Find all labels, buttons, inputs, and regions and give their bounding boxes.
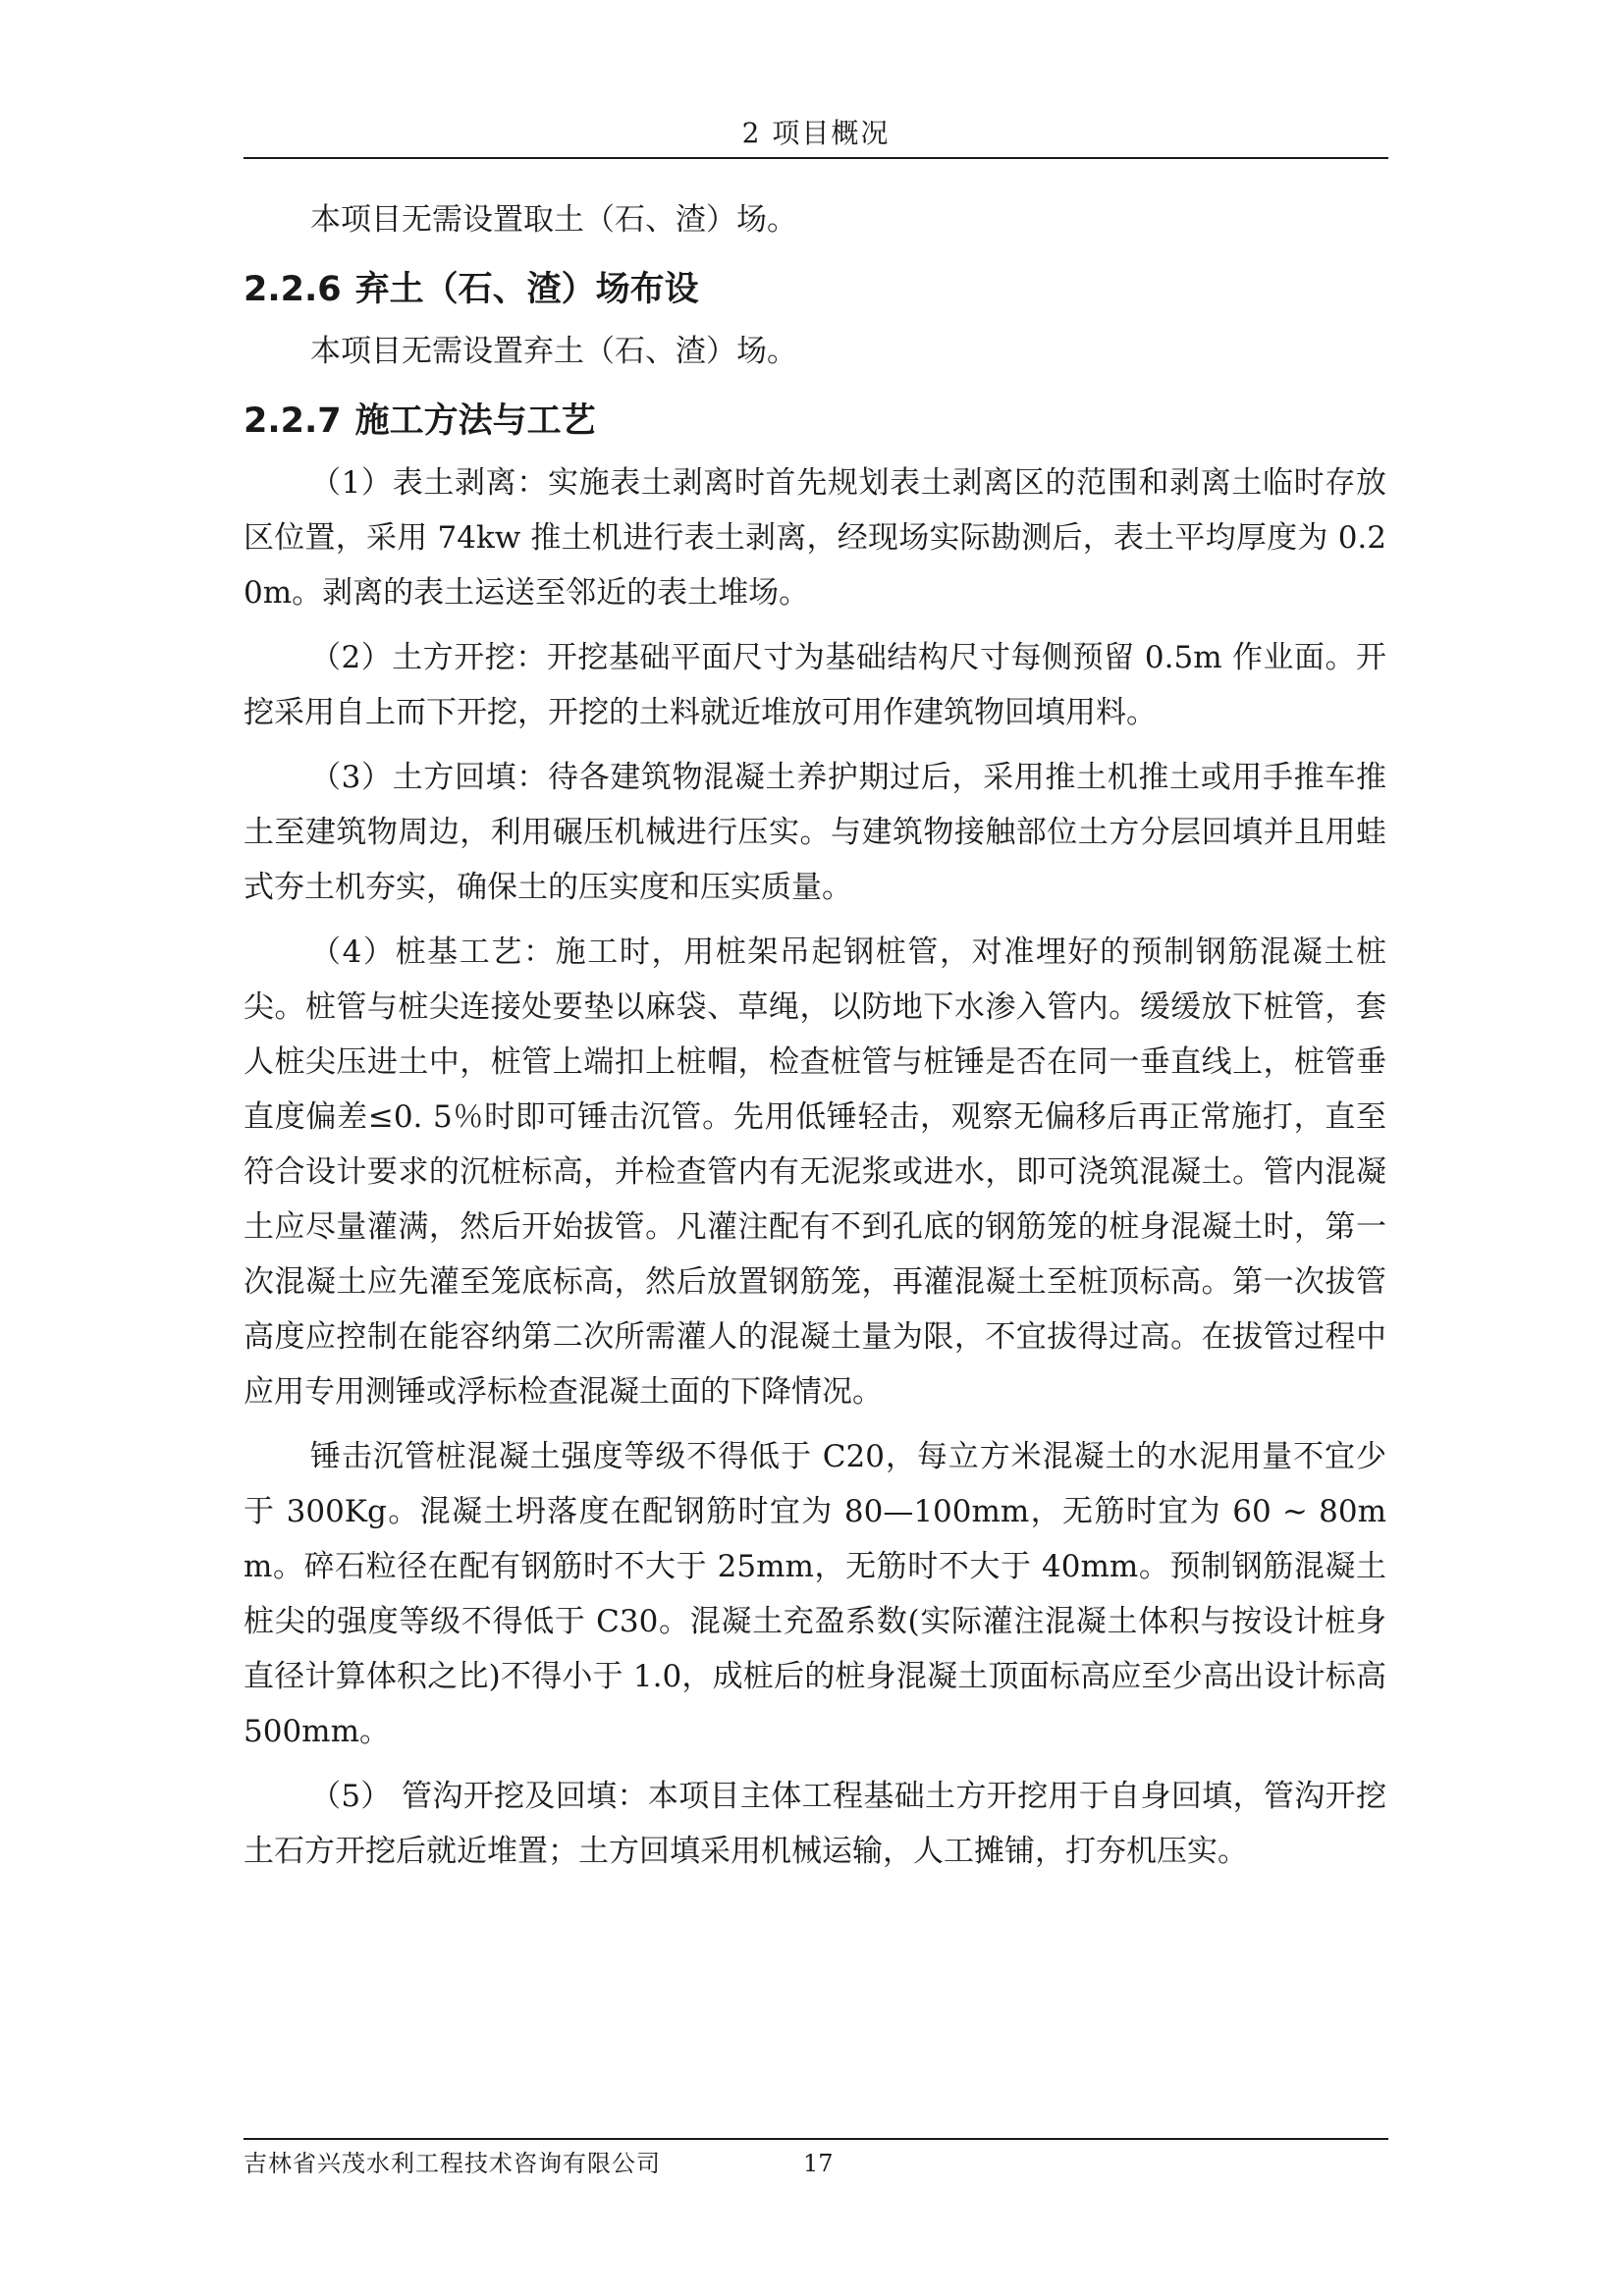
paragraph-excavation: （2）土方开挖：开挖基础平面尺寸为基础结构尺寸每侧预留 0.5m 作业面。开挖采用自上而下开挖，开挖的土料就近堆放可用作建筑物回填用料。 [244,640,1386,730]
section-heading-2-2-6 [244,261,1386,318]
section-heading-2-2-7 [244,393,1386,450]
paragraph-pile-concrete-specs: 锤击沉管桩混凝土强度等级不得低于 C20，每立方米混凝土的水泥用量不宜少于 300Kg。混凝土坍落度在配钢筋时宜为 80—100mm，无筋时宜为 60 ~ 80mm。碎石粒径在配有钢筋时不大于 25mm，无筋时不大于 40mm。预制钢筋混凝土桩尖的强度等级不得低于 C30。混凝土充盈系数(实际灌注混凝土体积与按设计桩身直径计算体积之比)不得小于 1.0，成桩后的桩身混凝土顶面标高应至少高出设计标高 500mm。 [244,1439,1386,1749]
section-number: 2.2.6 [244,270,342,309]
paragraph-trench-excavation: （5） 管沟开挖及回填：本项目主体工程基础土方开挖用于自身回填，管沟开挖土石方开挖后就近堆置；土方回填采用机械运输，人工摊铺，打夯机压实。 [244,1779,1386,1869]
paragraph-topsoil-stripping: （1）表土剥离：实施表土剥离时首先规划表土剥离区的范围和剥离土临时存放区位置，采用 74kw 推土机进行表土剥离，经现场实际勘测后，表土平均厚度为 0.20m。剥离的表土运送至邻近的表土堆场。 [244,465,1386,611]
page-body [244,192,1386,1879]
header-rule [244,157,1388,159]
page-number: 17 [803,2150,834,2177]
footer-company-name: 吉林省兴茂水利工程技术咨询有限公司 [244,2150,661,2177]
footer-rule [244,2138,1388,2140]
section-title-text: 施工方法与工艺 [354,401,596,441]
section-number: 2.2.7 [244,401,342,441]
section-title-text: 弃土（石、渣）场布设 [354,270,699,309]
running-header: 2 项目概况 [741,117,891,149]
paragraph-pile-foundation: （4）桩基工艺：施工时，用桩架吊起钢桩管，对准埋好的预制钢筋混凝土桩尖。桩管与桩尖连接处要垫以麻袋、草绳，以防地下水渗入管内。缓缓放下桩管，套人桩尖压进土中，桩管上端扣上桩帽，检查桩管与桩锤是否在同一垂直线上，桩管垂直度偏差≤0. 5％时即可锤击沉管。先用低锤轻击，观察无偏移后再正常施打，直至符合设计要求的沉桩标高，并检查管内有无泥浆或进水，即可浇筑混凝土。管内混凝土应尽量灌满，然后开始拔管。凡灌注配有不到孔底的钢筋笼的桩身混凝土时，第一次混凝土应先灌至笼底标高，然后放置钢筋笼，再灌混凝土至桩顶标高。第一次拔管高度应控制在能容纳第二次所需灌人的混凝土量为限，不宜拔得过高。在拔管过程中应用专用测锤或浮标检查混凝土面的下降情况。 [244,934,1386,1410]
paragraph-borrow-site: 本项目无需设置取土（石、渣）场。 [310,202,797,238]
paragraph-backfill: （3）土方回填：待各建筑物混凝土养护期过后，采用推土机推土或用手推车推土至建筑物周边，利用碾压机械进行压实。与建筑物接触部位土方分层回填并且用蛙式夯土机夯实，确保土的压实度和压实质量。 [244,760,1386,905]
paragraph-spoil-site: 本项目无需设置弃土（石、渣）场。 [310,334,797,369]
